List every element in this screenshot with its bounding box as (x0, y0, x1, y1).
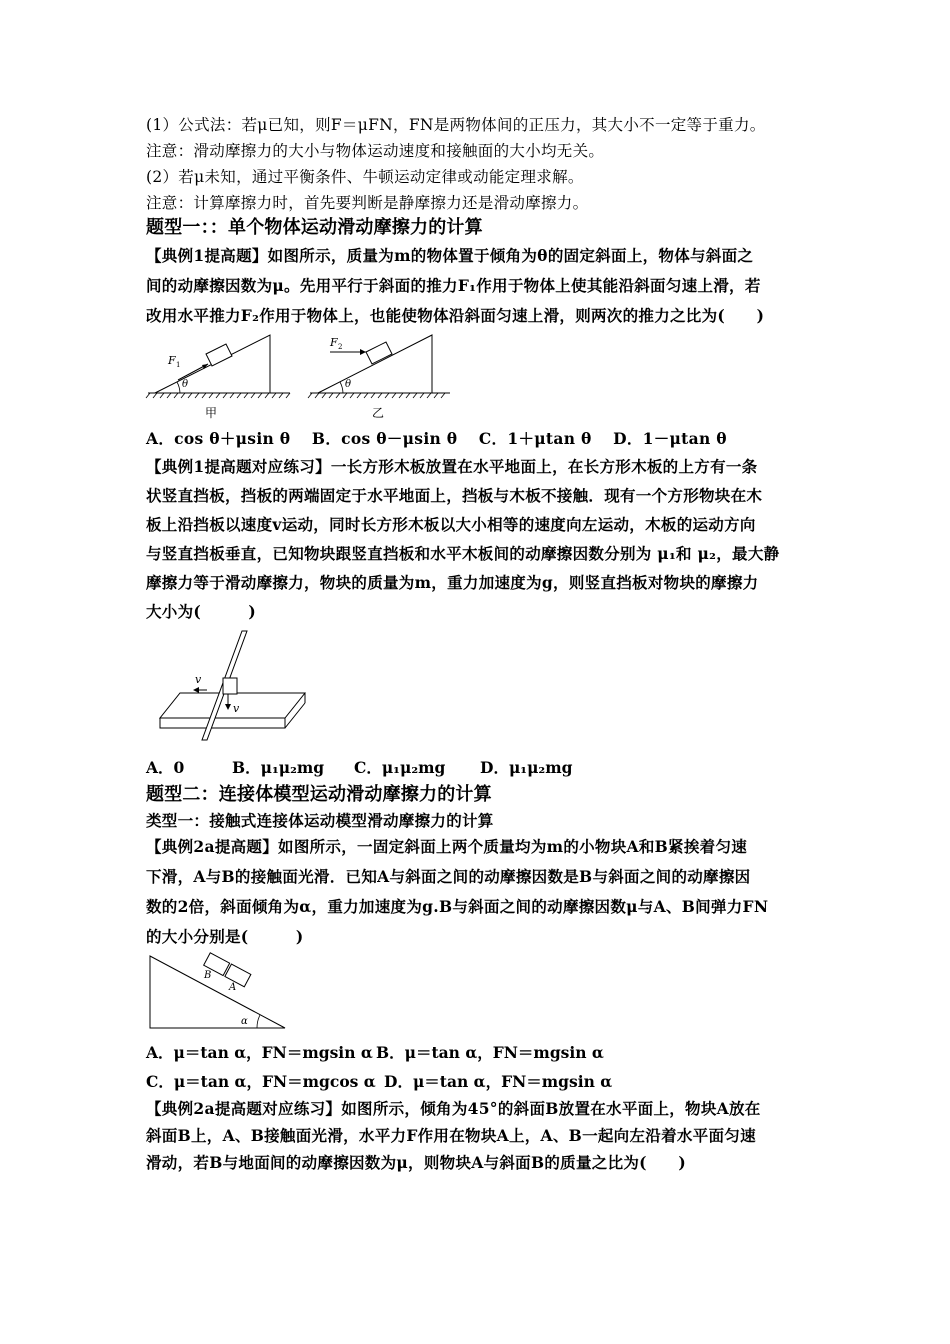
label-yi: 乙 (372, 406, 385, 420)
q3-option-b: B．μ＝tan α，FN＝mgsin α (376, 1043, 604, 1062)
theta-label-right: θ (345, 379, 352, 390)
alpha-label: α (241, 1016, 248, 1027)
q4-line-1: 【典例2a提高题对应练习】如图所示，倾角为45°的斜面B放置在水平面上，物块A放在 (146, 1099, 761, 1118)
q2-line-5: 摩擦力等于滑动摩擦力，物块的质量为m，重力加速度为g，则竖直挡板对物块的摩擦力 (146, 573, 759, 592)
q2-line-4: 与竖直挡板垂直，已知物块跟竖直挡板和水平木板间的动摩擦因数分别为 μ₁和 μ₂，最大静 (146, 544, 780, 563)
v-top-label: v (195, 673, 202, 686)
q2-option-d: D．μ₁μ₂mg (480, 758, 573, 777)
q1-line-2: 间的动摩擦因数为μ。先用平行于斜面的推力F₁作用于物体上使其能沿斜面匀速上滑，若 (146, 276, 761, 295)
incline-figure-1 (140, 330, 460, 425)
board-barrier-figure (155, 628, 315, 748)
q1-line-3: 改用水平推力F₂作用于物体上，也能使物体沿斜面匀速上滑，则两次的推力之比为( ) (146, 306, 765, 325)
blocks-incline-figure (145, 952, 295, 1032)
section2-title: 题型二：连接体模型运动滑动摩擦力的计算 (146, 784, 492, 805)
q2-option-a: A．0 (146, 758, 185, 777)
intro-line-3: (2）若μ未知，通过平衡条件、牛顿运动定律或动能定理求解。 (146, 168, 584, 186)
label-jia: 甲 (205, 406, 218, 420)
q4-line-3: 滑动，若B与地面间的动摩擦因数为μ，则物块A与斜面B的质量之比为( ) (146, 1153, 687, 1172)
incline-right (308, 335, 450, 420)
q3-option-c: C．μ＝tan α，FN＝mgcos α (146, 1072, 376, 1091)
intro-line-4: 注意：计算摩擦力时，首先要判断是静摩擦力还是滑动摩擦力。 (146, 194, 589, 212)
theta-label-left: θ (182, 379, 189, 390)
f1-subscript: 1 (176, 361, 181, 369)
q3-line-3: 数的2倍，斜面倾角为α，重力加速度为g.B与斜面之间的动摩擦因数μ与A、B间弹力FN (146, 897, 769, 916)
section1-title: 题型一：：单个物体运动滑动摩擦力的计算 (146, 217, 483, 238)
q2-line-3: 板上沿挡板以速度v运动，同时长方形木板以大小相等的速度向左运动，木板的运动方向 (146, 515, 756, 534)
intro-line-2: 注意：滑动摩擦力的大小与物体运动速度和接触面的大小均无关。 (146, 142, 605, 160)
v-bottom-label: v (233, 702, 240, 715)
q2-option-c: C．μ₁μ₂mg (354, 758, 446, 777)
q1-options: A．cos θ＋μsin θ B．cos θ－μsin θ C．1＋μtan θ D．1－μtan θ (146, 429, 727, 448)
q4-line-2: 斜面B上，A、B接触面光滑，水平力F作用在物块A上，A、B一起向左沿着水平面匀速 (146, 1126, 756, 1145)
q1-line-1: 【典例1提高题】如图所示，质量为m的物体置于倾角为θ的固定斜面上，物体与斜面之 (146, 246, 754, 265)
intro-line-1: (1）公式法：若μ已知，则F＝μFN，FN是两物体间的正压力，其大小不一定等于重力。 (146, 116, 766, 134)
q3-line-1: 【典例2a提高题】如图所示，一固定斜面上两个质量均为m的小物块A和B紧挨着匀速 (146, 837, 748, 856)
block-a-label: A (229, 982, 237, 993)
q3-option-a: A．μ＝tan α，FN＝mgsin α (146, 1043, 373, 1062)
section2-subtitle: 类型一：接触式连接体运动模型滑动摩擦力的计算 (146, 811, 494, 830)
q2-line-1: 【典例1提高题对应练习】一长方形木板放置在水平地面上，在长方形木板的上方有一条 (146, 457, 758, 476)
q2-line-2: 状竖直挡板，挡板的两端固定于水平地面上，挡板与木板不接触．现有一个方形物块在木 (146, 486, 763, 505)
f2-subscript: 2 (338, 343, 343, 351)
q3-line-2: 下滑，A与B的接触面光滑．已知A与斜面之间的动摩擦因数是B与斜面之间的动摩擦因 (146, 867, 751, 886)
q2-line-6: 大小为( ) (146, 602, 257, 621)
incline-left (146, 335, 290, 420)
q2-option-b: B．μ₁μ₂mg (232, 758, 325, 777)
block-b-label: B (204, 970, 212, 981)
f2-label: F (330, 336, 338, 349)
q3-option-d: D．μ＝tan α，FN＝mgsin α (384, 1072, 613, 1091)
q3-line-4: 的大小分别是( ) (146, 927, 304, 946)
f1-label: F (168, 354, 176, 367)
